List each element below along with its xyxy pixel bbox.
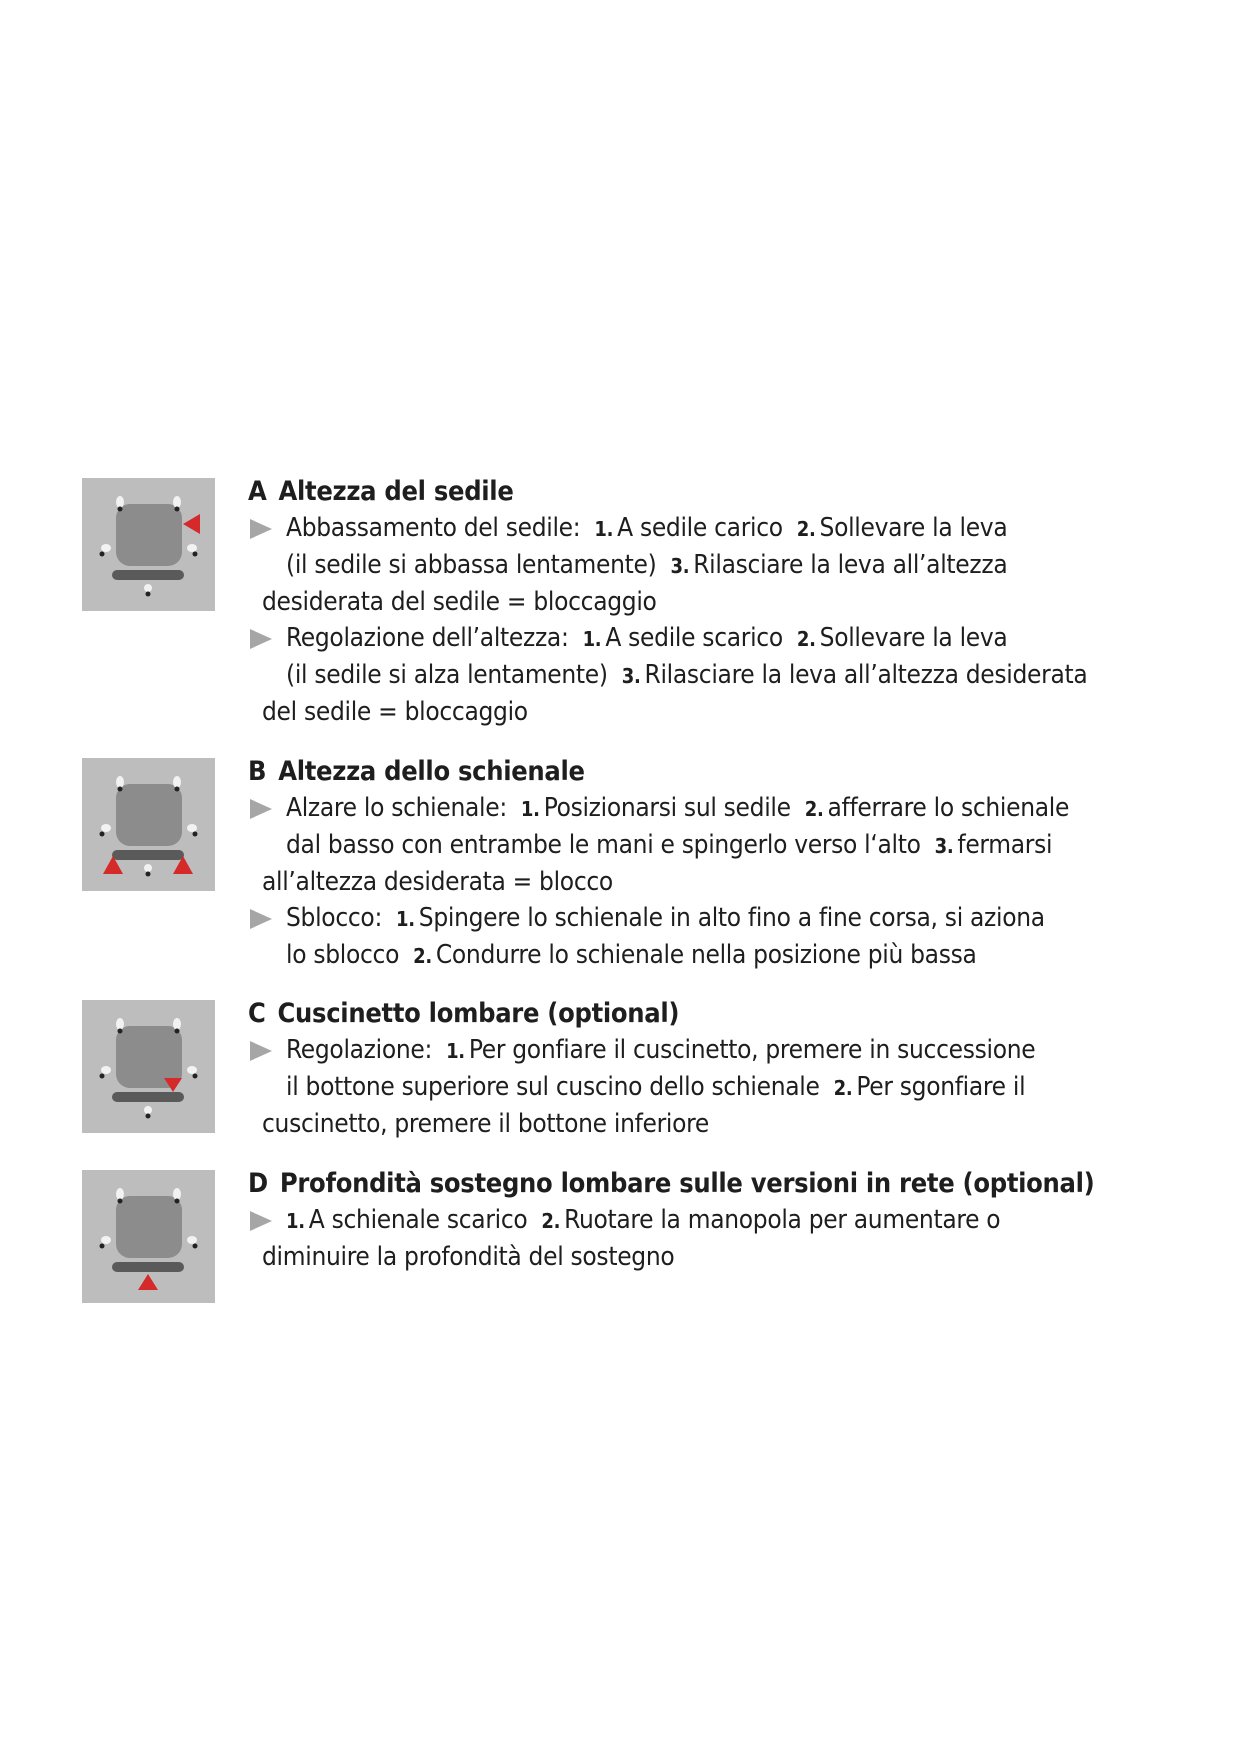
- step-number: 1.: [594, 517, 614, 541]
- step-text: lo sblocco: [286, 940, 400, 970]
- bullet-arrow-icon: [250, 909, 272, 929]
- chair-lumbar-cushion-icon: [82, 1000, 215, 1133]
- step-text: Sollevare la leva: [819, 623, 1008, 653]
- section-d-content: [248, 1170, 1178, 1275]
- step-text: A schienale scarico: [308, 1205, 528, 1235]
- bullet-arrow-icon: [250, 1211, 272, 1231]
- step-text: cuscinetto, premere il bottone inferiore: [262, 1109, 709, 1139]
- step-number: 2.: [796, 627, 816, 651]
- paragraph: [248, 510, 1178, 620]
- step-text: (il sedile si abbassa lentamente): [286, 550, 657, 580]
- section-title: [248, 474, 1178, 510]
- section-title-text: Altezza dello schienale: [278, 756, 585, 787]
- step-number: 1.: [286, 1209, 305, 1233]
- section-title-text: Altezza del sedile: [278, 476, 514, 507]
- step-text: Rilasciare la leva all’altezza: [693, 550, 1008, 580]
- section-title-text: Profondità sostegno lombare sulle versioni in rete (optional): [279, 1168, 1095, 1199]
- step-text: dal basso con entrambe le mani e spingerlo verso l‘alto: [286, 830, 921, 860]
- section-c-content: [248, 1000, 1178, 1142]
- chair-lumbar-depth-icon: [82, 1170, 215, 1303]
- paragraph: [248, 790, 1178, 900]
- step-number: 3.: [670, 554, 690, 578]
- step-number: 2.: [833, 1076, 853, 1100]
- section-title-text: Cuscinetto lombare (optional): [277, 998, 680, 1029]
- step-text: Sollevare la leva: [819, 513, 1008, 543]
- paragraph: [248, 1202, 1178, 1275]
- step-number: 3.: [934, 834, 954, 858]
- step-text: del sedile = bloccaggio: [262, 697, 528, 727]
- step-number: 1.: [582, 627, 602, 651]
- chair-seat-lever-icon: [82, 478, 215, 611]
- section-letter: A: [248, 476, 267, 507]
- section-a-content: [248, 478, 1178, 730]
- step-text: fermarsi: [957, 830, 1053, 860]
- step-text: Spingere lo schienale in alto fino a fine corsa, si aziona: [418, 903, 1045, 933]
- step-number: 1.: [520, 797, 540, 821]
- bullet-arrow-icon: [250, 799, 272, 819]
- step-text: Condurre lo schienale nella posizione più bassa: [435, 940, 977, 970]
- paragraph: [248, 1032, 1178, 1142]
- step-text: (il sedile si alza lentamente): [286, 660, 608, 690]
- paragraph-label: Regolazione:: [286, 1035, 433, 1065]
- step-text: A sedile carico: [617, 513, 783, 543]
- chair-backrest-height-icon: [82, 758, 215, 891]
- step-number: 2.: [796, 517, 816, 541]
- step-number: 1.: [396, 907, 415, 931]
- bullet-arrow-icon: [250, 1041, 272, 1061]
- paragraph-label: Alzare lo schienale:: [286, 793, 507, 823]
- step-number: 2.: [541, 1209, 561, 1233]
- step-text: il bottone superiore sul cuscino dello schienale: [286, 1072, 820, 1102]
- step-text: all’altezza desiderata = blocco: [262, 867, 613, 897]
- step-text: Per sgonfiare il: [856, 1072, 1026, 1102]
- step-number: 2.: [804, 797, 824, 821]
- paragraph-label: Regolazione dell’altezza:: [286, 623, 569, 653]
- section-letter: B: [248, 756, 267, 787]
- paragraph: [248, 620, 1178, 730]
- section-letter: D: [248, 1168, 268, 1199]
- step-text: Per gonfiare il cuscinetto, premere in successione: [468, 1035, 1036, 1065]
- step-text: Rilasciare la leva all’altezza desiderata: [644, 660, 1088, 690]
- section-letter: C: [248, 998, 266, 1029]
- step-text: diminuire la profondità del sostegno: [262, 1242, 675, 1272]
- paragraph-label: Abbassamento del sedile:: [286, 513, 581, 543]
- bullet-arrow-icon: [250, 519, 272, 539]
- step-text: desiderata del sedile = bloccaggio: [262, 587, 657, 617]
- paragraph: [248, 900, 1178, 974]
- paragraph-label: Sblocco:: [286, 903, 383, 933]
- step-number: 3.: [621, 664, 641, 688]
- section-title: [248, 754, 1178, 790]
- step-text: Posizionarsi sul sedile: [543, 793, 791, 823]
- section-b-content: [248, 758, 1178, 974]
- step-text: A sedile scarico: [605, 623, 783, 653]
- section-title: [248, 1166, 1178, 1202]
- step-number: 1.: [446, 1039, 465, 1063]
- section-title: [248, 996, 1178, 1032]
- bullet-arrow-icon: [250, 629, 272, 649]
- step-text: afferrare lo schienale: [827, 793, 1070, 823]
- step-number: 2.: [413, 944, 432, 968]
- step-text: Ruotare la manopola per aumentare o: [564, 1205, 1001, 1235]
